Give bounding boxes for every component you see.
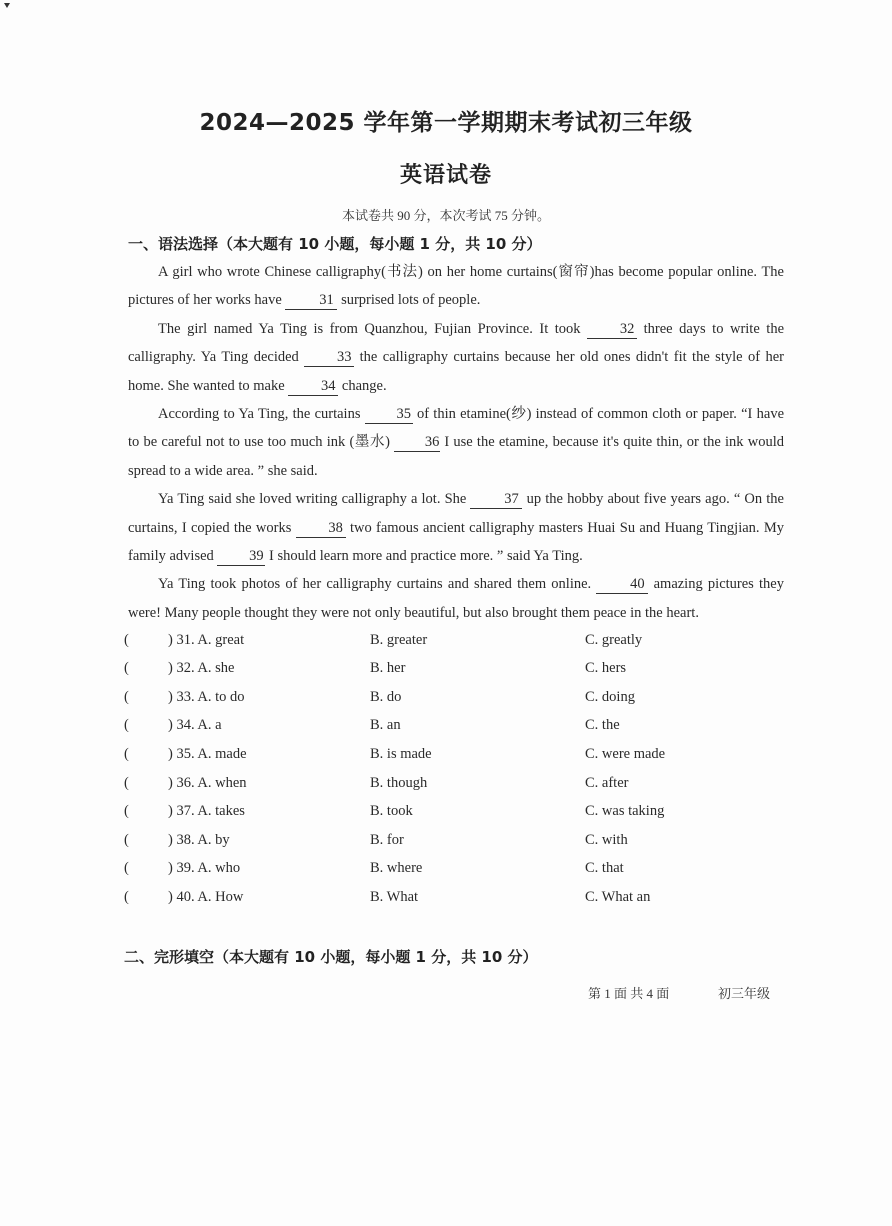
blank-40: 40: [596, 575, 648, 594]
answer-paren: (: [124, 832, 129, 848]
passage-paragraph: [128, 258, 784, 315]
option-a: ) 39. A. who: [168, 860, 241, 876]
passage-paragraph: [128, 400, 784, 485]
option-b: B. where: [370, 860, 423, 876]
option-c: C. after: [585, 775, 629, 791]
option-a: ) 31. A. great: [168, 632, 245, 648]
passage-text: According to Ya Ting, the curtains: [158, 406, 365, 423]
option-b: B. greater: [370, 632, 428, 648]
option-b: B. though: [370, 775, 428, 791]
passage-text: up the hobby about five years ago. “ On the curtains, I copied the works: [128, 491, 784, 536]
passage-text: of thin etamine(纱) instead of common cloth or paper. “I have to be careful not to use too much ink (墨水): [128, 406, 785, 451]
exam-note: 本试卷共 90 分，本次考试 75 分钟。: [341, 208, 550, 223]
option-b: B. for: [370, 832, 404, 848]
question-row: [124, 660, 804, 688]
answer-paren: (: [124, 803, 129, 819]
passage-text: surprised lots of people.: [337, 292, 481, 309]
option-a: ) 38. A. by: [168, 832, 230, 848]
passage-text: A girl who wrote Chinese calligraphy(书法) on her home curtains(窗帘)has become popular online. The pictures of her works have: [128, 264, 784, 309]
option-c: C. hers: [585, 660, 627, 676]
option-a: ) 34. A. a: [168, 717, 222, 733]
option-c: C. were made: [585, 746, 666, 762]
option-b: B. do: [370, 689, 402, 705]
option-c: C. with: [585, 832, 628, 848]
passage-text: two famous ancient calligraphy masters Huai Su and Huang Tingjian. My family advised: [128, 519, 784, 565]
question-row: [124, 832, 804, 860]
blank-38: 38: [296, 519, 346, 538]
option-a: ) 36. A. when: [168, 775, 247, 791]
passage-text: I use the etamine, because it's quite thin, or the ink would spread to a wide area. ” she said.: [128, 434, 784, 479]
blank-35: 35: [365, 405, 413, 424]
blank-37: 37: [470, 490, 522, 509]
passage-text: I should learn more and practice more. ” said Ya Ting.: [265, 548, 583, 565]
blank-32: 32: [587, 320, 637, 339]
passage-text: amazing pictures they were! Many people thought they were not only beautiful, but also brought them peace in the heart.: [128, 576, 784, 621]
answer-paren: (: [124, 889, 129, 905]
option-a: ) 37. A. takes: [168, 803, 245, 819]
option-c: C. was taking: [585, 803, 665, 819]
passage-text: three days to write the calligraphy. Ya Ting decided: [128, 320, 785, 366]
passage-paragraph: [128, 570, 784, 627]
corner-mark-icon: [4, 3, 10, 8]
section1-heading: 一、语法选择（本大题有 10 小题，每小题 1 分，共 10 分）: [128, 235, 542, 253]
answer-paren: (: [124, 746, 129, 762]
option-b: B. What: [370, 889, 419, 905]
passage-text: The girl named Ya Ting is from Quanzhou, Fujian Province. It took: [158, 320, 588, 337]
question-row: [124, 860, 804, 888]
passage-text: change.: [338, 377, 387, 394]
section2-heading: 二、完形填空（本大题有 10 小题，每小题 1 分，共 10 分）: [124, 948, 538, 966]
option-c: C. What an: [585, 889, 651, 905]
question-row: [124, 717, 804, 745]
answer-paren: (: [124, 860, 129, 876]
answer-paren: (: [124, 775, 129, 791]
option-a: ) 35. A. made: [168, 746, 247, 762]
answer-paren: (: [124, 689, 129, 705]
page-number: 第 1 面 共 4 面: [588, 986, 670, 1001]
option-b: B. an: [370, 717, 401, 733]
passage-paragraph: [128, 315, 784, 400]
question-row: [124, 803, 804, 831]
option-b: B. is made: [370, 746, 432, 762]
passage-paragraph: [128, 485, 784, 570]
option-b: B. her: [370, 660, 406, 676]
option-c: C. doing: [585, 689, 635, 705]
blank-33: 33: [304, 348, 354, 367]
answer-paren: (: [124, 717, 129, 733]
question-row: [124, 775, 804, 803]
option-c: C. that: [585, 860, 624, 876]
question-row: [124, 746, 804, 774]
grade-label: 初三年级: [718, 986, 771, 1001]
passage-text: the calligraphy curtains because her old ones didn't fit the style of her home. She wanted to make: [128, 349, 784, 394]
option-c: C. the: [585, 717, 620, 733]
blank-31: 31: [285, 291, 337, 310]
question-row: [124, 889, 804, 917]
blank-39: 39: [217, 547, 265, 566]
option-a: ) 33. A. to do: [168, 689, 245, 705]
passage-text: Ya Ting said she loved writing calligraphy a lot. She: [158, 491, 471, 508]
option-c: C. greatly: [585, 632, 643, 648]
exam-subtitle: 英语试卷: [399, 163, 492, 188]
passage-text: Ya Ting took photos of her calligraphy curtains and shared them online.: [158, 576, 597, 593]
answer-paren: (: [124, 660, 129, 676]
option-b: B. took: [370, 803, 413, 819]
answer-paren: (: [124, 632, 129, 648]
blank-34: 34: [288, 377, 338, 396]
question-row: [124, 632, 804, 660]
exam-title: 2024—2025 学年第一学期期末考试初三年级: [199, 110, 693, 136]
question-row: [124, 689, 804, 717]
blank-36: 36: [394, 433, 440, 452]
grammar-passage: [128, 258, 784, 627]
option-a: ) 40. A. How: [168, 889, 244, 905]
option-a: ) 32. A. she: [168, 660, 235, 676]
